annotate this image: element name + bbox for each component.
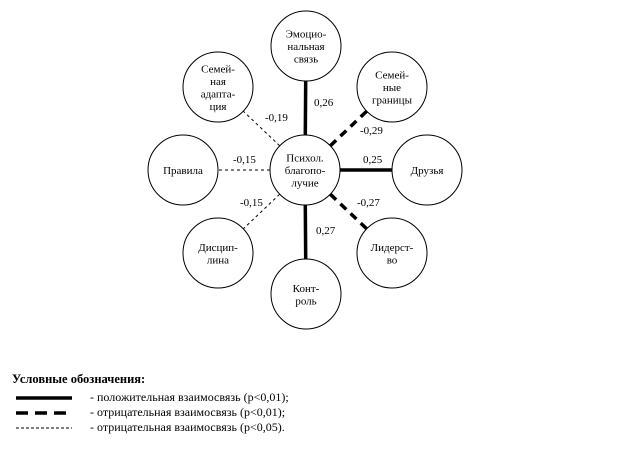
edge-label-rules: -0,15 [233,154,256,166]
node-label-emotional: Эмоцио- [285,28,327,41]
legend-swatch-negative-weak [16,424,72,432]
node-label-discipline: Дисцип- [198,241,238,254]
legend-title: Условные обозначения: [12,372,146,386]
node-label-boundaries: границы [372,94,412,107]
node-label-leadership: Лидерст- [370,241,414,254]
edge-label-friends: 0,25 [363,154,383,166]
node-label-control: Конт- [292,282,320,295]
node-label-adaptation: ция [209,100,227,113]
node-center [270,135,340,205]
edge-label-boundaries: -0,29 [360,125,383,137]
edge-label-control: 0,27 [316,225,336,237]
node-adaptation [183,52,253,122]
edge-label-leadership: -0,27 [357,197,380,209]
node-friends [392,135,462,205]
node-control [271,259,341,329]
node-label-friends: Друзья [410,165,444,177]
node-label-adaptation: ная [210,75,226,88]
node-boundaries [357,52,427,122]
legend-swatch-positive [16,394,72,402]
node-label-adaptation: адапта- [200,88,236,101]
node-discipline [183,218,253,288]
node-label-boundaries: Семей- [375,69,409,82]
legend [12,372,612,435]
node-label-discipline: лина [206,254,230,267]
edge-label-adaptation: -0,19 [265,112,288,124]
legend-item-negative-weak [12,420,612,435]
node-label-rules: Правила [163,165,203,177]
legend-swatch-negative-strong [16,409,72,417]
legend-text-negative-strong: - отрицательная взаимосвязь (р<0,01); [90,405,286,419]
node-emotional [271,11,341,81]
node-label-emotional: нальная [287,41,325,53]
edge-label-emotional: 0,26 [314,97,334,109]
node-label-leadership: во [386,254,398,267]
legend-text-positive: - положительная взаимосвязь (р<0,01); [90,390,289,404]
node-rules [148,135,218,205]
node-label-center: Психол. [286,152,324,165]
node-label-emotional: связь [293,53,319,66]
legend-item-negative-strong [12,405,612,420]
legend-text-negative-weak: - отрицательная взаимосвязь (р<0,05). [90,420,285,434]
node-leadership [357,218,427,288]
node-label-center: лучие [291,177,319,190]
edge-label-discipline: -0,15 [240,197,263,209]
node-label-boundaries: ные [382,82,402,94]
node-label-adaptation: Семей- [201,63,235,76]
node-label-control: роль [295,295,317,308]
legend-item-positive [12,390,612,405]
node-label-center: благопо- [284,165,326,177]
